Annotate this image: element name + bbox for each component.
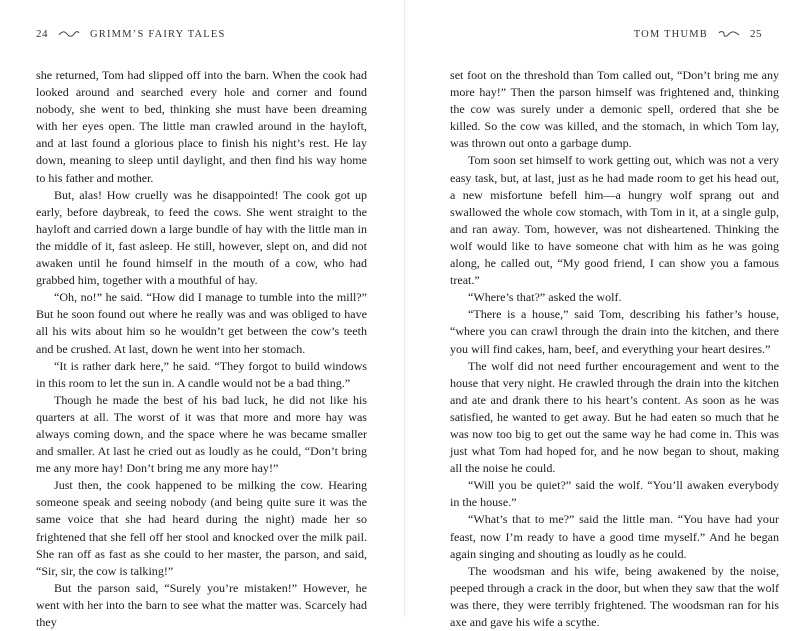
paragraph: The woodsman and his wife, being awakened by the noise, peeped through a crack in the door, but when they saw that the wolf was there, they were terribly frightened. The woodsman ran for his axe and gave his wife a scythe. — [450, 563, 779, 629]
paragraph: Just then, the cook happened to be milking the cow. Hearing someone speak and seeing nobody (and being quite sure it was the same voice that she had heard during the night) made her so frightened that she fell off her stool and knocked over the milk pail. She ran off as fast as she could to her master, the parson, and said, “Sir, sir, the cow is talking!” — [36, 478, 367, 578]
paragraph: Tom soon set himself to work getting out, which was not a very easy task, but, at last, just as he had made room to get his head out, a new misfortune befell him—a hungry wolf sprang out and swallowed the whole cow stomach, with Tom in it, at a single gulp, and ran away. Tom, however, was not disheartened. Thinking the wolf would like to have someone chat with him as he was going along, he called out, “My good friend, I can show you a famous treat.” — [450, 153, 779, 288]
left-running-head — [36, 28, 226, 40]
paragraph: But, alas! How cruelly was he disappointed! The cook got up early, before daybreak, to feed the cows. She went straight to the hayloft and carried down a large bundle of hay with the little man in the middle of it, fast asleep. He still, however, slept on, and did not awaken until he found himself in the mouth of a cow, who had grabbed him, together with a mouthful of hay. — [36, 187, 367, 288]
right-running-title: TOM THUMB — [633, 28, 708, 40]
paragraph: “Will you be quiet?” said the wolf. “You’ll awaken everybody in the house.” — [450, 478, 779, 510]
left-body-text — [36, 67, 367, 631]
paragraph: “There is a house,” said Tom, describing his father’s house, “where you can crawl through the drain into the kitchen, and there you will find cakes, ham, beef, and everything your heart desires.” — [450, 307, 779, 356]
paragraph: “Oh, no!” he said. “How did I manage to tumble into the mill?” But he soon found out where he really was and was obliged to have all his wits about him so he wouldn’t get between the cow’s teeth and be crushed. At last, down he went into her stomach. — [36, 290, 367, 356]
paragraph: Though he made the best of his bad luck, he did not like his quarters at all. The worst of it was that more and more hay was always coming down, and the space where he was became smaller and smaller. At last he cried out as loudly as he could, “Don’t bring me any more hay! Don’t bring me any more hay!” — [36, 392, 367, 476]
scroll-ornament-icon — [718, 30, 740, 38]
right-page-number: 25 — [750, 28, 762, 40]
scroll-ornament-icon — [58, 30, 80, 38]
paragraph: But the parson said, “Surely you’re mistaken!” However, he went with her into the barn to see what the matter was. Scarcely had they — [36, 580, 367, 629]
paragraph: set foot on the threshold than Tom called out, “Don’t bring me any more hay!” Then the parson himself was frightened and, thinking the cow was surely under a demonic spell, ordered that she be killed. So the cow was killed, and the stomach, in which Tom lay, was thrown out onto a garbage dump. — [450, 68, 779, 151]
right-page — [405, 0, 810, 629]
paragraph: “What’s that to me?” said the little man. “You have had your feast, now I’m ready to have a good time myself.” And he began again singing and shouting as loudly as he could. — [450, 512, 779, 561]
paragraph: “Where’s that?” asked the wolf. — [468, 290, 622, 305]
paragraph: “It is rather dark here,” he said. “They forgot to build windows in this room to let the sun in. A candle would not be a bad thing.” — [36, 358, 367, 390]
right-body-text — [450, 67, 779, 631]
left-running-title: GRIMM’S FAIRY TALES — [90, 28, 226, 40]
left-page-number: 24 — [36, 28, 48, 40]
left-page — [0, 0, 405, 629]
paragraph: she returned, Tom had slipped off into the barn. When the cook had looked around and searched every hole and corner and found nobody, she went to bed, thinking she must have been dreaming with her eyes open. The little man crawled around in the hayloft, and at last found a glorious place to finish his night’s rest. He lay down, meaning to sleep until daylight, and then find his way home to his father and mother. — [36, 68, 367, 185]
paragraph: The wolf did not need further encouragement and went to the house that very night. He crawled through the drain into the kitchen and ate and drank there to his heart’s content. As soon as he was satisfied, he wanted to get away. But he had eaten so much that he was now too big to get out the same way he had come in. This was just what Tom had hoped for, and he now began to shout, making all the noise he could. — [450, 358, 779, 476]
right-running-head — [634, 28, 762, 40]
